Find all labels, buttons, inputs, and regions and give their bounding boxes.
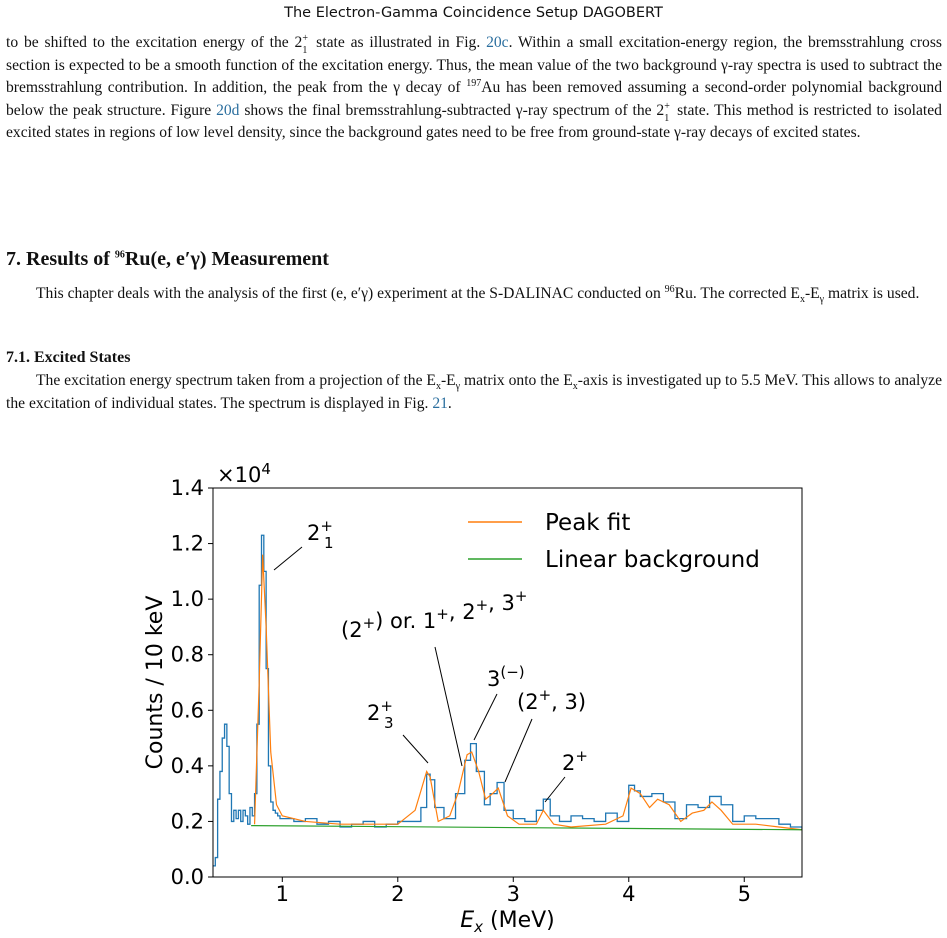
peak-label-2-plus: 2+	[562, 747, 588, 775]
x-tick-label: 5	[737, 882, 751, 906]
x-tick-label: 1	[275, 882, 289, 906]
peak-label-2-3-plus: 2+ 3	[367, 697, 394, 732]
series-line-linear-background	[251, 826, 802, 830]
section-heading: 7. Results of $^{96}$Ru(e, e′γ) Measurement	[6, 248, 329, 270]
peak-pointer-line	[435, 647, 462, 766]
peak-annotations	[274, 517, 588, 802]
x-tick-label: 2	[391, 882, 405, 906]
y-tick-label: 0.8	[170, 642, 204, 667]
y-tick-label: 1.2	[170, 531, 204, 556]
y-tick-label: 0.6	[170, 698, 204, 723]
x-tick-label: 3	[506, 882, 520, 906]
subsection-paragraph: The excitation energy spectrum taken from a projection of the $E_x-E_\gamma$ matrix onto the $E_x$-axis is investigated up to 5.5 MeV. This allows to analyze the excitation of individual states. The spectrum is displayed in Fig. 21.	[6, 372, 942, 412]
peak-pointer-line	[474, 694, 497, 740]
y-tick-label: 1.4	[170, 476, 204, 500]
legend-label: Peak fit	[545, 510, 631, 536]
peak-label-2-1-plus: 2+ 1	[307, 517, 334, 552]
peak-label-multiplet: (2+) or. 1+, 2+, 3+	[341, 587, 528, 642]
legend	[468, 510, 760, 573]
subsection-heading: 7.1. Excited States	[6, 349, 131, 366]
peak-pointer-line	[545, 777, 565, 802]
running-header: The Electron-Gamma Coincidence Setup DAGOBERT	[284, 5, 663, 21]
y-tick-label: 1.0	[170, 587, 204, 612]
y-tick-label: 0.0	[170, 865, 204, 889]
plot-area	[213, 535, 802, 866]
figure-reference-link[interactable]: 20c	[486, 34, 509, 51]
x-tick-label: 4	[622, 882, 636, 906]
figure-reference-link[interactable]: 20d	[216, 101, 240, 119]
peak-pointer-line	[403, 735, 428, 763]
spectrum-figure	[0, 440, 947, 936]
x-axis-label: $E_x$ (MeV)	[460, 908, 555, 936]
section-paragraph: This chapter deals with the analysis of the first (e, e′γ) experiment at the S-DALINAC conducted on $^{96}$Ru. The corrected $E_x-E_\gamma$ matrix is used.	[36, 283, 920, 306]
legend-label: Linear background	[545, 547, 760, 573]
peak-label-3-minus: 3(−)	[487, 663, 525, 691]
y-multiplier-label: $\times 10^4$	[217, 460, 271, 487]
figure-reference-link[interactable]: 21	[432, 394, 448, 412]
axes	[143, 460, 802, 936]
y-tick-label: 0.2	[170, 809, 204, 834]
peak-pointer-line	[274, 547, 302, 570]
y-tick-label: 0.4	[170, 753, 204, 778]
y-axis-label: Counts / 10 keV	[143, 595, 168, 770]
body-paragraph: to be shifted to the excitation energy of the 2 + 1 state as illustrated in Fig. 20c. Within a small excitation-energy region, the bremsstrahlung cross section is expected to be a smooth function of the excitation energy. Thus, the mean value of the two background γ-ray spectra is used to subtract the bremsstrahlung contribution. In addition, the peak from the γ decay of $^{197}$Au has been removed assuming a second-order polynomial background below the peak structure. Figure 20d shows the final bremsstrahlung-subtracted γ-ray spectrum of the 2 + 1 state. This method is restricted to isolated excited states in regions of low level density, since the background gates need to be free from ground-state γ-ray decays of excited states.	[6, 33, 942, 142]
peak-label-2-plus-3: (2+, 3)	[517, 686, 587, 714]
peak-pointer-line	[505, 719, 532, 782]
